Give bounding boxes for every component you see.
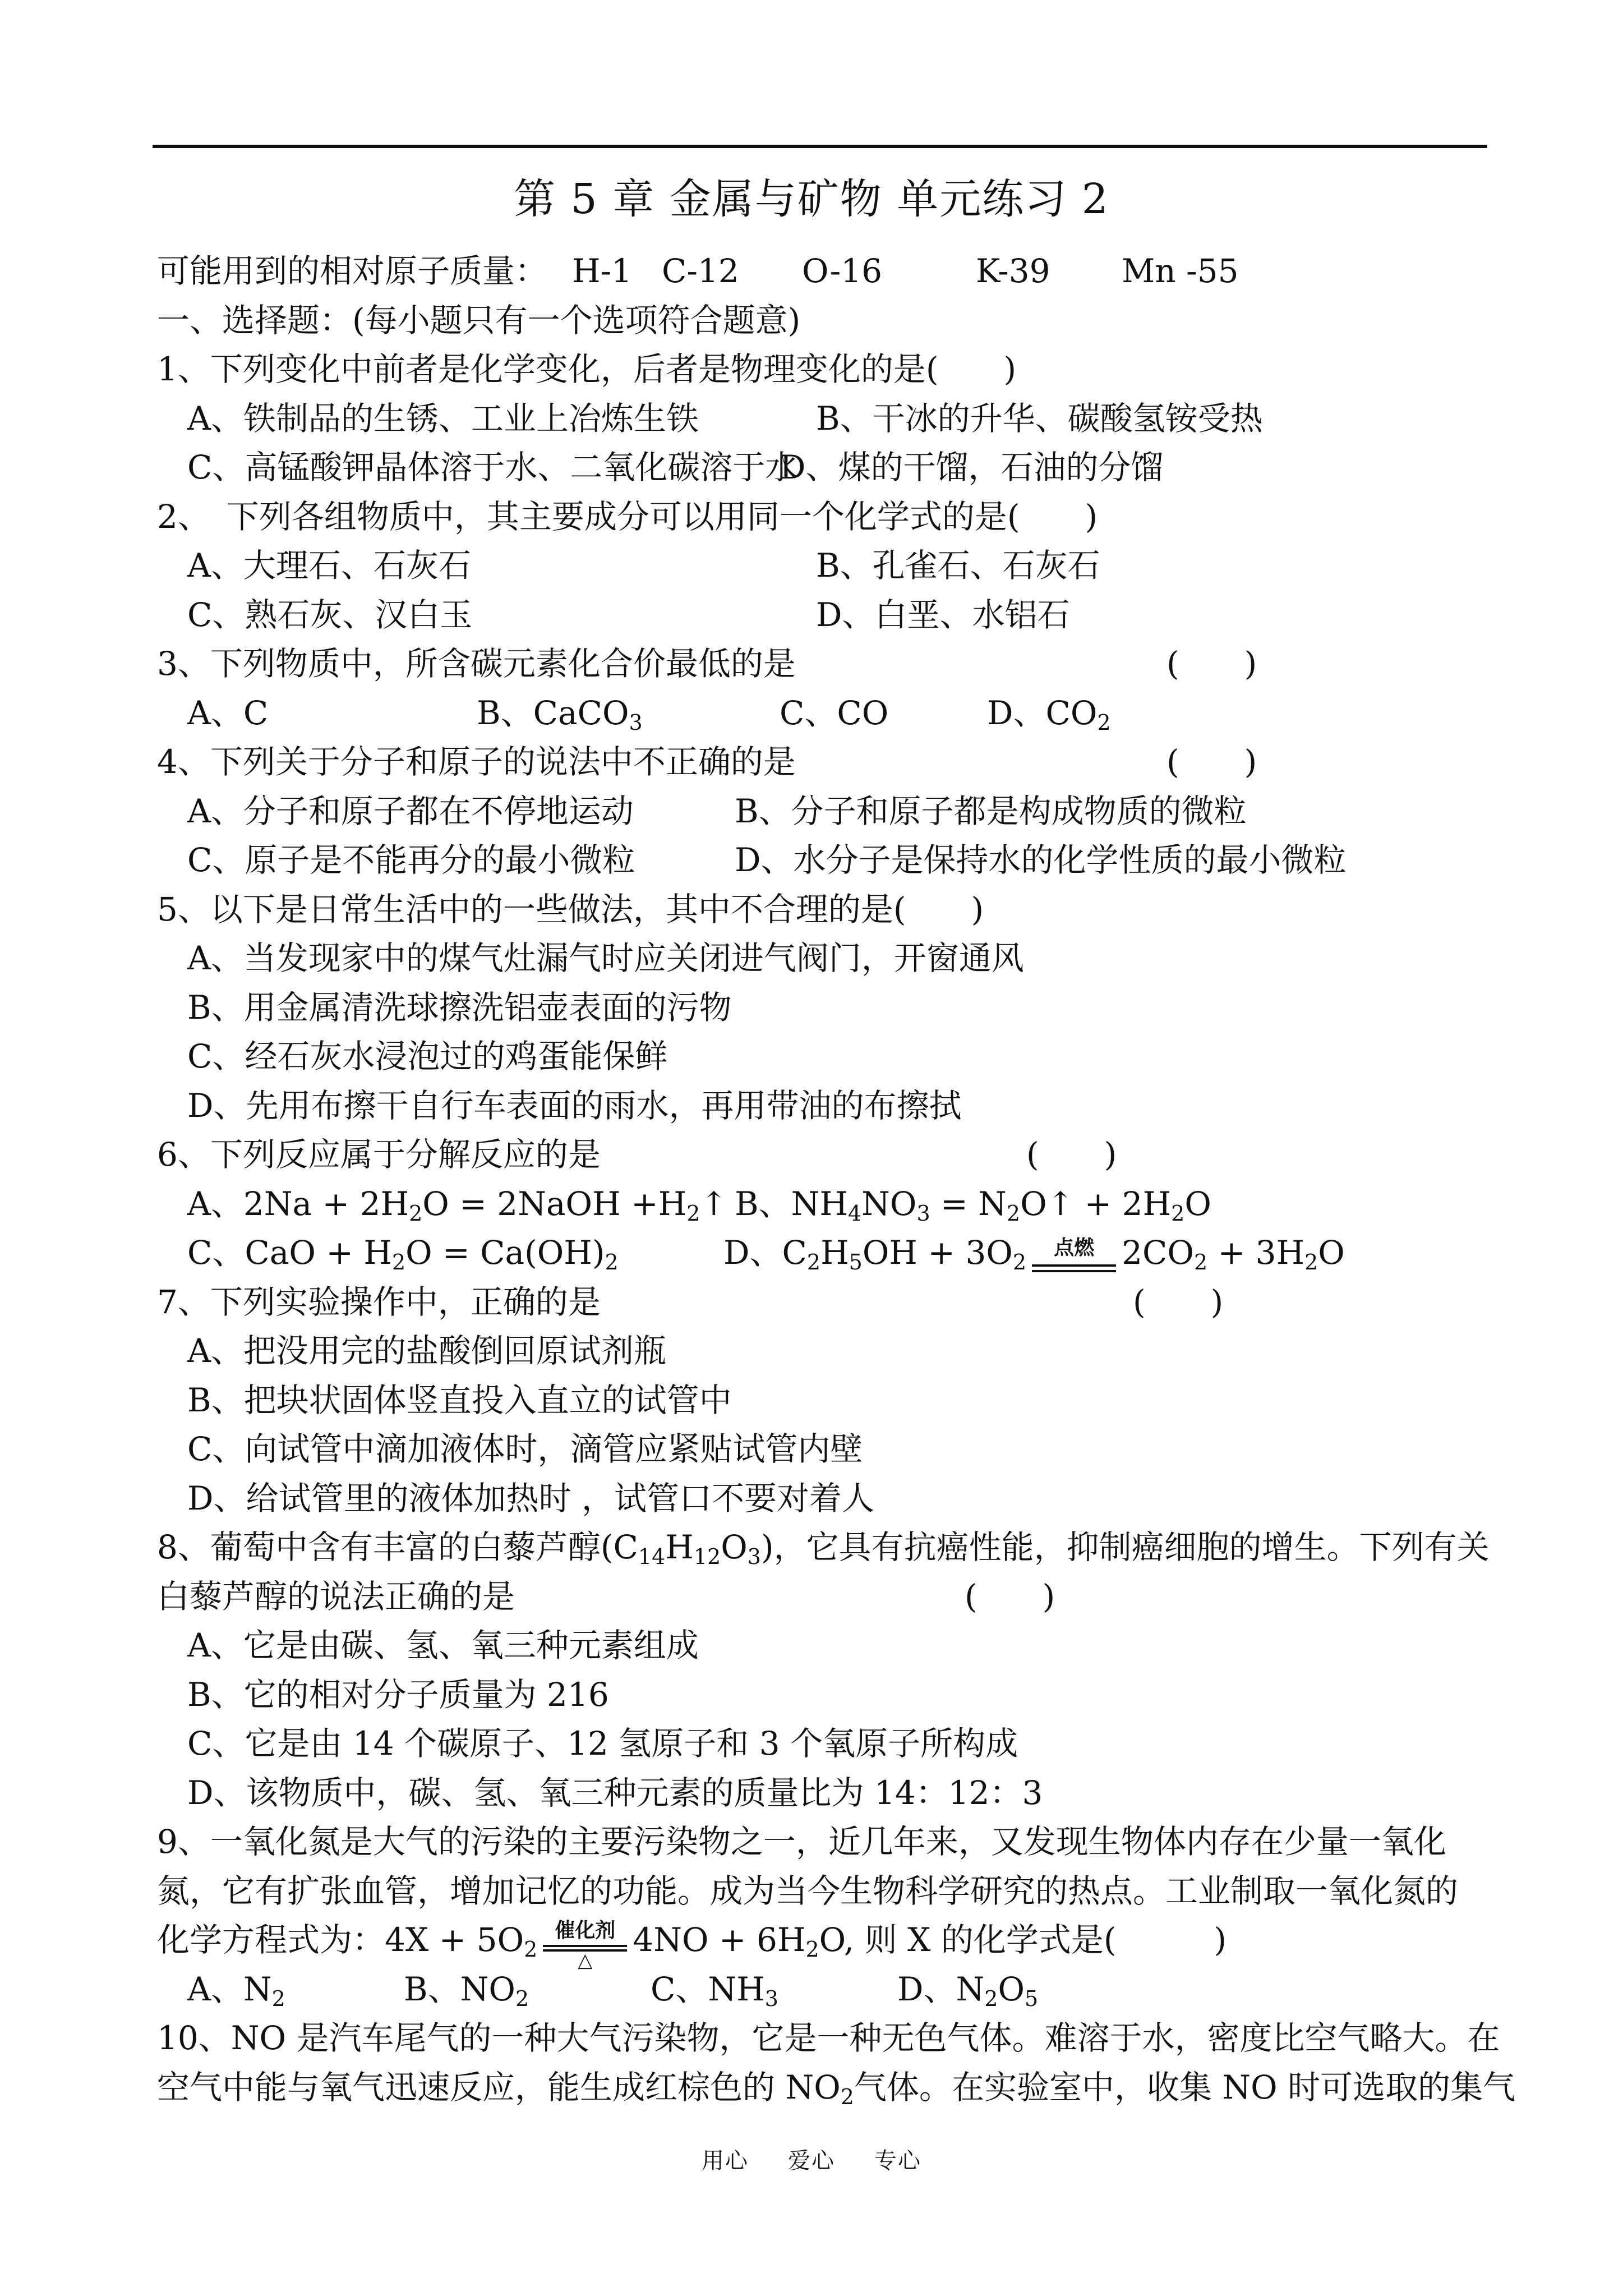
q4-option-c: C、原子是不能再分的最小微粒: [187, 841, 635, 879]
question-1-options-ab: [157, 394, 1492, 444]
question-9-line1: 9、一氧化氮是大气的污染的主要污染物之一，近几年来，又发现生物体内存在少量一氧化: [157, 1823, 1446, 1861]
question-4-options-ab: [157, 787, 1492, 836]
question-1-stem: 1、下列变化中前者是化学变化，后者是物理变化的是( ): [157, 350, 1017, 388]
question-4-options-cd: [157, 836, 1492, 885]
q3-option-d: D、$CO_2$: [987, 693, 1111, 735]
q4-option-d: D、水分子是保持水的化学性质的最小微粒: [735, 841, 1347, 879]
q5-option-a: A、当发现家中的煤气灶漏气时应关闭进气阀门，开窗通风: [187, 939, 1024, 977]
atomic-mass-label: 可能用到的相对原子质量：: [157, 252, 548, 290]
q6-answer-paren: ( ): [1026, 1135, 1117, 1174]
question-1-options-cd: [157, 443, 1492, 493]
q4-option-b: B、分子和原子都是构成物质的微粒: [735, 792, 1247, 830]
q7-option-b: B、把块状固体竖直投入直立的试管中: [187, 1381, 732, 1419]
q9-option-a: A、$N_2$: [187, 1970, 285, 2011]
reaction-condition-ignite: 点燃: [1032, 1239, 1116, 1272]
q4-option-a: A、分子和原子都在不停地运动: [187, 792, 634, 830]
q6-option-b: B、$NH_4NO_3$ = $N_2O↑ + 2H_2O$: [735, 1184, 1211, 1226]
question-9-options: [157, 1965, 1492, 2014]
question-7-stem: 7、下列实验操作中，正确的是: [157, 1282, 601, 1321]
atomic-mass-line: [157, 247, 1492, 296]
atomic-mass-h: H-1: [572, 252, 633, 290]
question-8-stem-line2: [157, 1572, 1492, 1622]
atomic-mass-mn: Mn -55: [1122, 252, 1239, 290]
q6-option-c: C、CaO + $H_2O = Ca(OH)_2$: [187, 1234, 619, 1274]
question-2-options-ab: [157, 541, 1492, 591]
question-2-options-cd: [157, 591, 1492, 640]
question-9-line2: 氮，它有扩张血管，增加记忆的功能。成为当今生物科学研究的热点。工业制取一氧化氮的: [157, 1871, 1459, 1910]
q5-option-b: B、用金属清洗球擦洗铝壶表面的污物: [187, 988, 732, 1027]
section-heading: 一、选择题：(每小题只有一个选项符合题意): [157, 301, 801, 339]
q8-option-d: D、该物质中，碳、氢、氧三种元素的质量比为 14：12：3: [187, 1773, 1043, 1812]
q3-answer-paren: ( ): [1166, 645, 1257, 683]
question-5-stem: 5、以下是日常生活中的一些做法，其中不合理的是( ): [157, 890, 984, 928]
q3-option-a: A、C: [187, 693, 269, 732]
footer-word-3: 专心: [874, 2148, 921, 2174]
q1-option-b: B、干冰的升华、碳酸氢铵受热: [816, 399, 1263, 438]
question-3-stem: 3、下列物质中，所含碳元素化合价最低的是: [157, 645, 796, 683]
page-title: 第 5 章 金属与矿物 单元练习 2: [514, 175, 1109, 223]
question-8-stem2: 白藜芦醇的说法正确的是: [157, 1577, 515, 1616]
question-content: [157, 247, 1516, 2112]
q1-option-c: C、高锰酸钾晶体溶于水、二氧化碳溶于水: [187, 448, 798, 486]
question-6-stem-line: [157, 1130, 1492, 1180]
q5-option-d: D、先用布擦干自行车表面的雨水，再用带油的布擦拭: [187, 1086, 962, 1125]
q8-option-a: A、它是由碳、氢、氧三种元素组成: [187, 1626, 699, 1664]
page-footer: [0, 2143, 1623, 2175]
q7-option-d: D、给试管里的液体加热时 ，试管口不要对着人: [187, 1479, 874, 1517]
q9-option-c: C、$NH_3$: [651, 1970, 778, 2011]
question-3-stem-line: [157, 639, 1492, 689]
atomic-mass-o: O-16: [802, 252, 883, 290]
question-6-options-ab: [157, 1180, 1492, 1229]
q2-option-c: C、熟石灰、汉白玉: [187, 595, 473, 634]
question-10-line1: 10、NO 是汽车尾气的一种大气污染物，它是一种无色气体。难溶于水，密度比空气略大。在: [157, 2019, 1500, 2057]
footer-word-1: 用心: [702, 2148, 749, 2174]
question-6-stem: 6、下列反应属于分解反应的是: [157, 1135, 601, 1174]
q3-option-b: B、CaCO$_3$: [477, 693, 643, 735]
question-10-line2: 空气中能与氧气迅速反应，能生成红棕色的 $NO_2$气体。在实验室中，收集 NO 时可选取的集气: [157, 2068, 1516, 2109]
q6-option-d: D、$C_2H_5OH + 3O_2$ 点燃 $2CO_2 + 3H_2O$: [723, 1234, 1345, 1274]
q2-option-b: B、孔雀石、石灰石: [816, 546, 1100, 585]
q7-option-a: A、把没用完的盐酸倒回原试剂瓶: [187, 1332, 666, 1370]
question-9-line3: 化学方程式为：$4X + 5O_2$ 催化剂 △ $4NO + 6H_2O$, 则 X 的化学式是( ): [157, 1918, 1227, 1972]
q8-option-b: B、它的相对分子质量为 216: [187, 1675, 609, 1714]
q2-option-a: A、大理石、石灰石: [187, 546, 471, 585]
q1-option-d: D、煤的干馏，石油的分馏: [780, 448, 1164, 486]
header-rule: [153, 145, 1487, 148]
q7-answer-paren: ( ): [1133, 1282, 1224, 1321]
reaction-condition-catalyst: 催化剂 △: [543, 1920, 627, 1965]
atomic-mass-k: K-39: [976, 252, 1050, 290]
q8-answer-paren: ( ): [965, 1577, 1055, 1616]
atomic-mass-c: C-12: [662, 252, 739, 290]
q7-option-c: C、向试管中滴加液体时，滴管应紧贴试管内壁: [187, 1430, 863, 1468]
q8-option-c: C、它是由 14 个碳原子、12 氢原子和 3 个氧原子所构成: [187, 1724, 1018, 1763]
question-4-stem-line: [157, 738, 1492, 787]
question-3-options: [157, 689, 1492, 738]
q5-option-c: C、经石灰水浸泡过的鸡蛋能保鲜: [187, 1037, 668, 1075]
question-4-stem: 4、下列关于分子和原子的说法中不正确的是: [157, 743, 796, 781]
q9-option-b: B、$NO_2$: [404, 1970, 529, 2011]
q6-option-a: A、$2Na + 2H_2O$ = 2NaOH $+H_2↑$: [187, 1184, 728, 1226]
q9-option-d: D、$N_2O_5$: [897, 1970, 1039, 2011]
question-8-stem: 8、葡萄中含有丰富的白藜芦醇$(C_{14}H_{12}O_3)$，它具有抗癌性能，抑制癌细胞的增生。下列有关: [157, 1528, 1490, 1569]
q3-option-c: C、CO: [780, 693, 889, 732]
question-6-options-cd: [157, 1228, 1492, 1278]
q4-answer-paren: ( ): [1166, 743, 1257, 781]
question-2-stem: 2、 下列各组物质中，其主要成分可以用同一个化学式的是( ): [157, 497, 1098, 536]
q2-option-d: D、白垩、水铝石: [816, 595, 1070, 634]
question-7-stem-line: [157, 1278, 1492, 1327]
q1-option-a: A、铁制品的生锈、工业上冶炼生铁: [187, 399, 699, 438]
footer-word-2: 爱心: [788, 2148, 835, 2174]
